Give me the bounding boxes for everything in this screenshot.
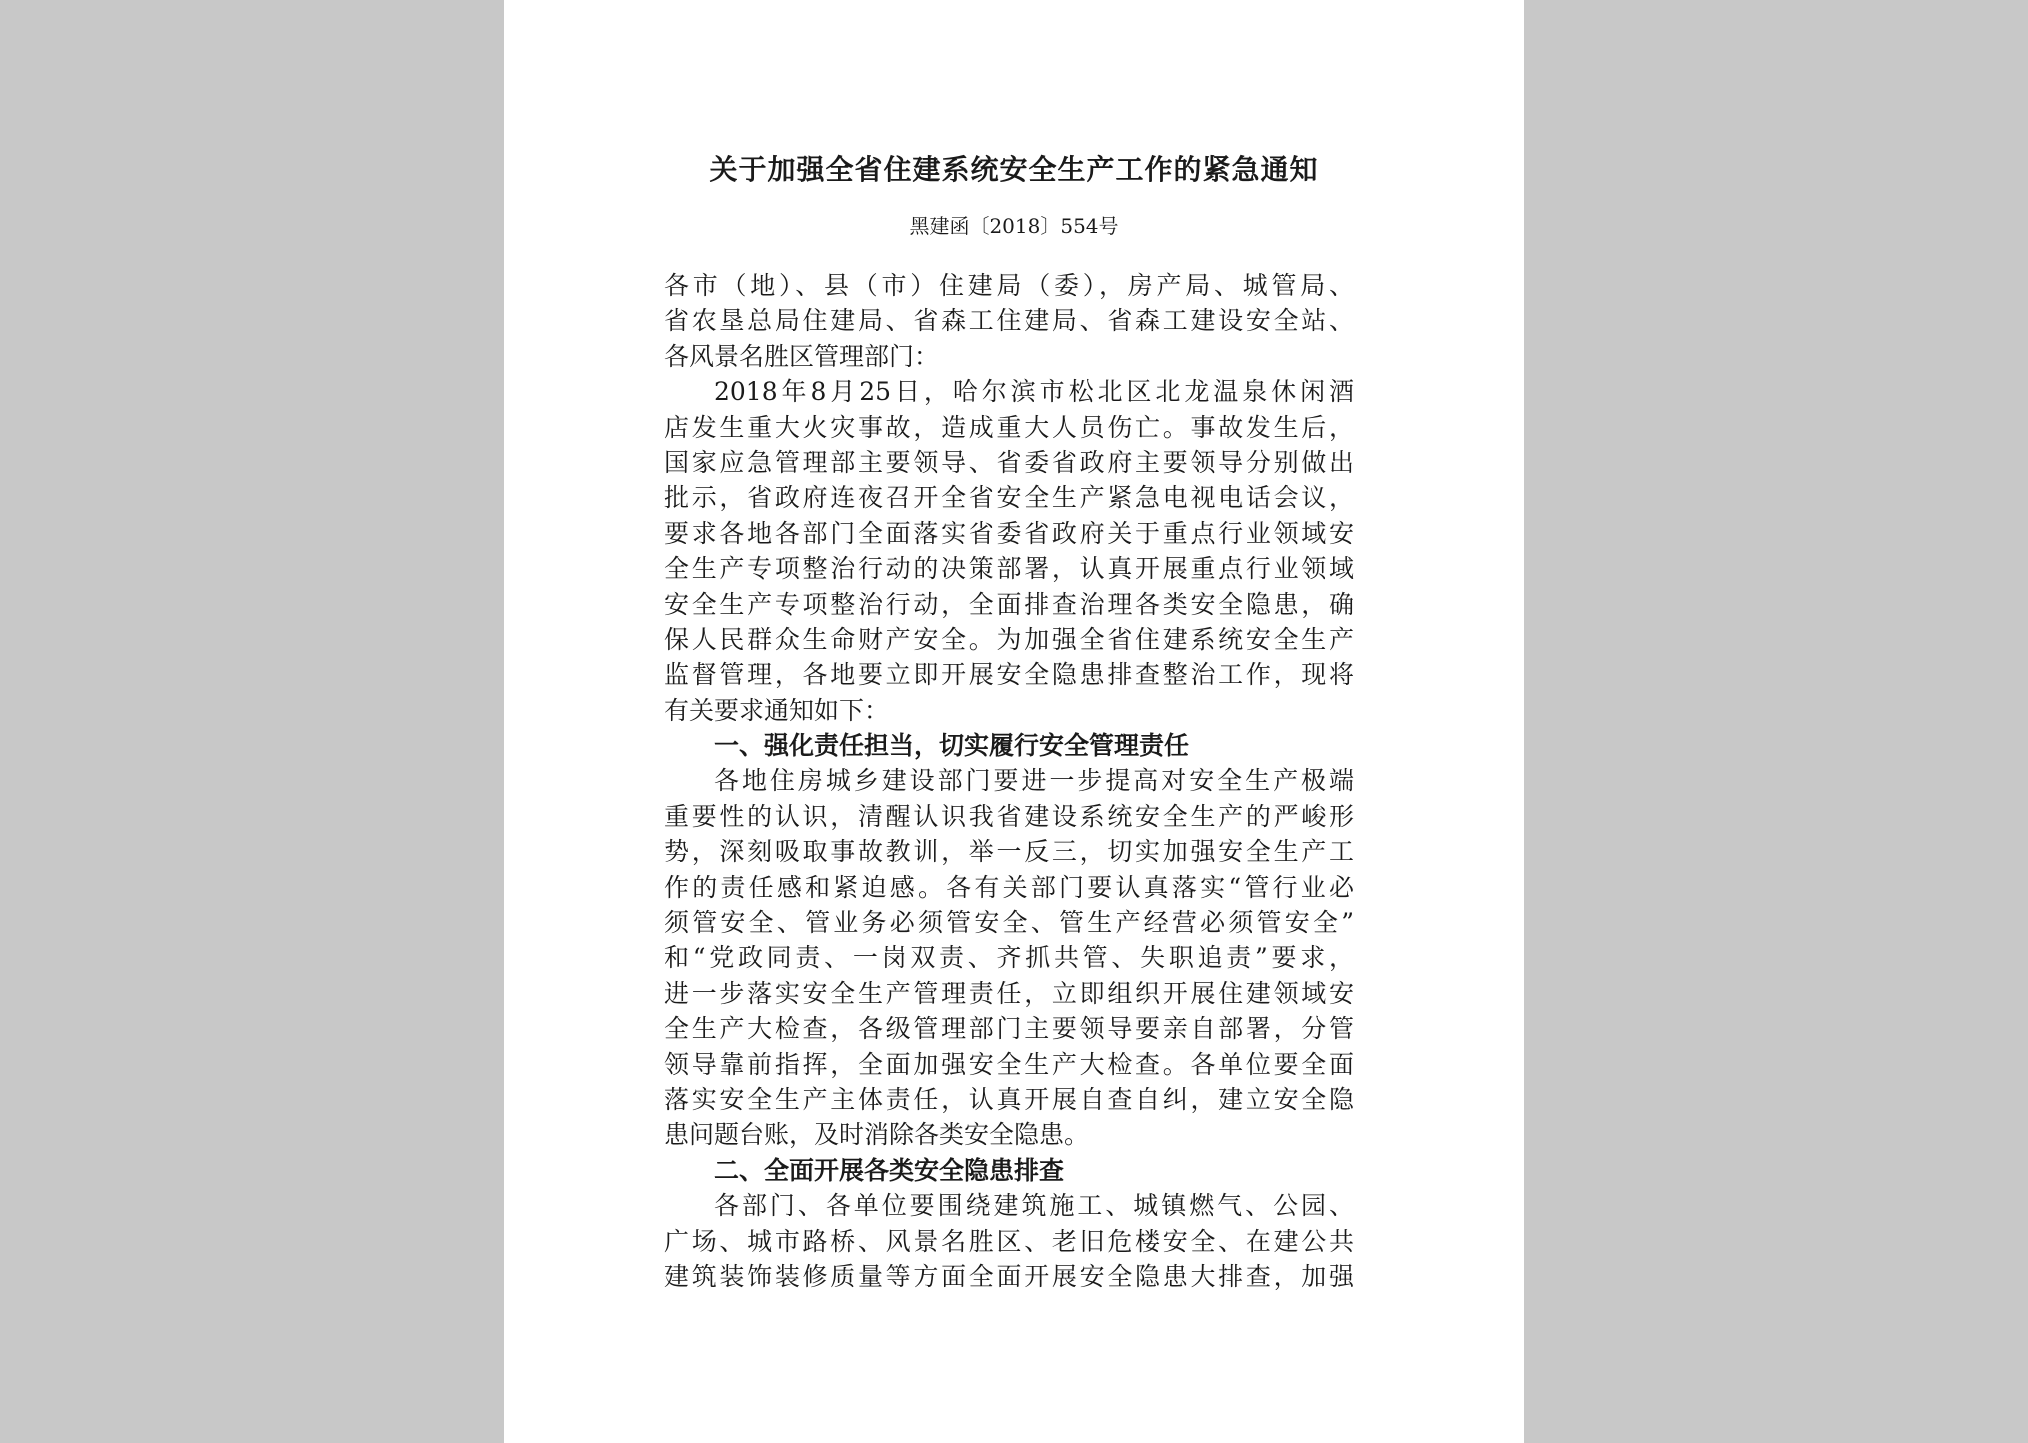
text-line: 重要性的认识，清醒认识我省建设系统安全生产的严峻形	[664, 801, 1354, 831]
text-line: 保人民群众生命财产安全。为加强全省住建系统安全生产	[664, 624, 1354, 654]
text-line: 广场、城市路桥、风景名胜区、老旧危楼安全、在建公共	[664, 1226, 1354, 1256]
document-page	[504, 0, 1524, 1443]
text-line: 店发生重大火灾事故，造成重大人员伤亡。事故发生后，	[664, 412, 1354, 442]
text-line: 患问题台账，及时消除各类安全隐患。	[664, 1120, 1090, 1150]
text-line: 落实安全生产主体责任，认真开展自查自纠，建立安全隐	[664, 1084, 1354, 1114]
section-heading: 一、强化责任担当，切实履行安全管理责任	[714, 731, 1190, 761]
text-line: 监督管理，各地要立即开展安全隐患排查整治工作，现将	[664, 660, 1354, 690]
text-line: 全生产专项整治行动的决策部署，认真开展重点行业领域	[664, 554, 1354, 584]
text-line: 全生产大检查，各级管理部门主要领导要亲自部署，分管	[664, 1014, 1354, 1044]
text-line: 建筑装饰装修质量等方面全面开展安全隐患大排查，加强	[664, 1261, 1354, 1291]
text-line: 和“党政同责、一岗双责、齐抓共管、失职追责”要求，	[664, 943, 1354, 973]
text-line: 国家应急管理部主要领导、省委省政府主要领导分别做出	[664, 447, 1354, 477]
text-line: 须管安全、管业务必须管安全、管生产经营必须管安全”	[664, 908, 1354, 938]
text-line: 各地住房城乡建设部门要进一步提高对安全生产极端	[714, 766, 1354, 796]
text-line: 进一步落实安全生产管理责任，立即组织开展住建领域安	[664, 978, 1354, 1008]
text-line: 势，深刻吸取事故教训，举一反三，切实加强安全生产工	[664, 837, 1354, 867]
section-heading: 二、全面开展各类安全隐患排查	[714, 1155, 1065, 1185]
text-line: 2018年8月25日，哈尔滨市松北区北龙温泉休闲酒	[714, 377, 1354, 407]
text-line: 批示，省政府连夜召开全省安全生产紧急电视电话会议，	[664, 483, 1354, 513]
document-title: 关于加强全省住建系统安全生产工作的紧急通知	[709, 153, 1319, 186]
text-line: 要求各地各部门全面落实省委省政府关于重点行业领域安	[664, 518, 1354, 548]
text-line: 领导靠前指挥，全面加强安全生产大检查。各单位要全面	[664, 1049, 1354, 1079]
text-line: 各部门、各单位要围绕建筑施工、城镇燃气、公园、	[714, 1191, 1354, 1221]
document-body	[664, 268, 1354, 1294]
text-line: 各风景名胜区管理部门：	[664, 341, 940, 371]
text-line: 安全生产专项整治行动，全面排查治理各类安全隐患，确	[664, 589, 1354, 619]
text-line: 各市（地）、县（市）住建局（委），房产局、城管局、	[664, 271, 1354, 300]
text-line: 作的责任感和紧迫感。各有关部门要认真落实“管行业必	[664, 872, 1354, 902]
text-line: 有关要求通知如下：	[664, 695, 890, 725]
text-line: 省农垦总局住建局、省森工住建局、省森工建设安全站、	[664, 306, 1354, 336]
document-number: 黑建函〔2018〕554号	[909, 214, 1119, 238]
